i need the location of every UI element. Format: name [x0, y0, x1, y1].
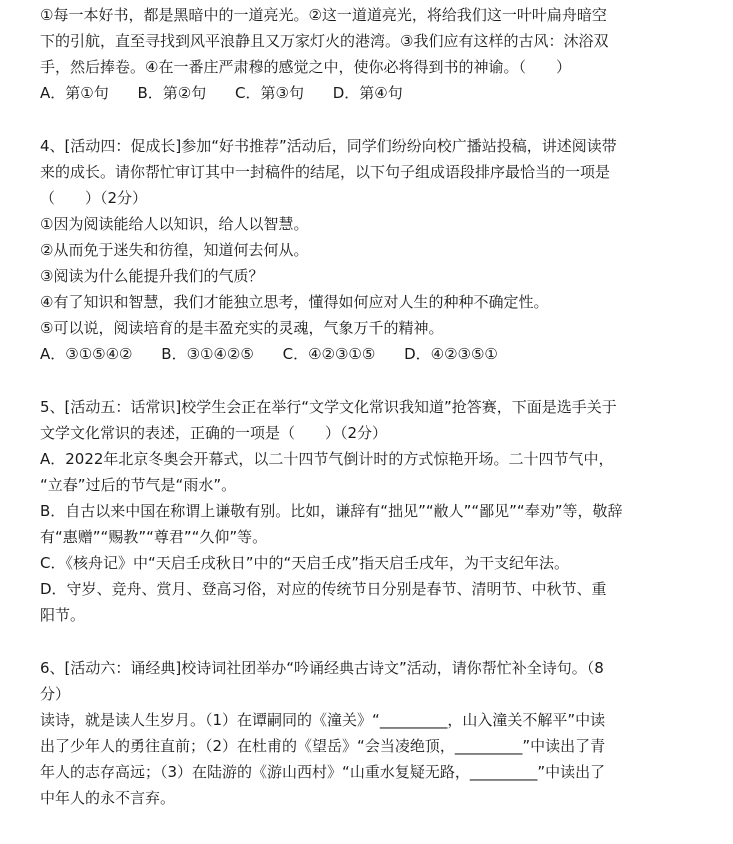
option-b-line: B．自古以来中国在称谓上谦敬有别。比如，谦辞有“拙见”“敝人”“鄙见”“奉劝”等，敬辞 — [40, 502, 623, 520]
option-c-line: C．《核舟记》中“天启壬戌秋日”中的“天启壬戌”指天启壬戌年，为干支纪年法。 — [40, 554, 570, 572]
option-b: B．③①④②⑤ — [161, 345, 254, 363]
sentence-3: ③阅读为什么能提升我们的气质？ — [40, 267, 264, 285]
question-5-stem-line: 5、[活动五：话常识]校学生会正在举行“文学文化常识我知道”抢答赛，下面是选手关于 — [40, 398, 617, 416]
sentence-1: ①因为阅读能给人以知识，给人以智慧。 — [40, 215, 309, 233]
option-b-line: 有“惠赠”“赐教”“尊君”“久仰”等。 — [40, 528, 268, 546]
sentence-2: ②从而免于迷失和彷徨，知道何去何从。 — [40, 241, 309, 259]
sentence-5: ⑤可以说，阅读培育的是丰盈充实的灵魂，气象万千的精神。 — [40, 319, 444, 337]
question-3-text-line: ①每一本好书，都是黑暗中的一道亮光。②这一道道亮光，将给我们这一叶叶扁舟暗空 — [40, 6, 607, 24]
option-a-line: “立春”过后的节气是“雨水”。 — [40, 476, 237, 494]
question-4-block — [40, 133, 705, 367]
sentence-4: ④有了知识和智慧，我们才能独立思考，懂得如何应对人生的种种不确定性。 — [40, 293, 549, 311]
option-b: B．第②句 — [137, 84, 207, 102]
option-c: C．④②③①⑤ — [282, 345, 376, 363]
question-5-stem-line: 文学文化常识的表述，正确的一项是（ ）（2分） — [40, 424, 388, 442]
question-3-text-line: 下的引航，直至寻找到风平浪静且又万家灯火的港湾。③我们应有这样的古风：沐浴双 — [40, 32, 609, 50]
question-6-stem-line: 6、[活动六：诵经典]校诗词社团举办“吟诵经典古诗文”活动，请你帮忙补全诗句。（8 — [40, 659, 604, 677]
option-d-line: D．守岁、竞舟、赏月、登高习俗，对应的传统节日分别是春节、清明节、中秋节、重 — [40, 580, 607, 598]
option-a-line: A．2022年北京冬奥会开幕式，以二十四节气倒计时的方式惊艳开场。二十四节气中， — [40, 450, 614, 468]
question-3-options — [40, 80, 705, 106]
question-3-text-line: 手，然后捧卷。④在一番庄严肃穆的感觉之中，使你必将得到书的神谕。（ ） — [40, 58, 571, 76]
option-d: D．第④句 — [332, 84, 403, 102]
option-a: A．第①句 — [40, 84, 109, 102]
option-d-line: 阳节。 — [40, 606, 86, 624]
question-3-block — [40, 2, 705, 106]
question-4-stem-line: 来的成长。请你帮忙审订其中一封稿件的结尾，以下句子组成语段排序最恰当的一项是 — [40, 163, 611, 181]
question-5-block — [40, 394, 705, 628]
question-6-text-line: 中年人的永不言弃。 — [40, 789, 176, 807]
option-d: D．④②③⑤① — [404, 345, 498, 363]
question-4-stem-line: 4、[活动四：促成长]参加“好书推荐”活动后，同学们纷纷向校广播站投稿，讲述阅读带 — [40, 137, 617, 155]
question-6-block — [40, 655, 705, 811]
question-4-stem-line: （ ）（2分） — [40, 189, 148, 207]
question-6-text-line: 出了少年人的勇往直前；（2）在杜甫的《望岳》“会当凌绝顶，_________”中读出了青 — [40, 737, 606, 755]
option-a: A．③①⑤④② — [40, 345, 133, 363]
question-4-options — [40, 341, 705, 367]
option-c: C．第③句 — [235, 84, 304, 102]
question-6-text-line: 读诗，就是读人生岁月。（1）在谭嗣同的《潼关》“_________，山入潼关不解平”中读 — [40, 711, 606, 729]
question-6-text-line: 年人的志存高远；（3）在陆游的《游山西村》“山重水复疑无路，_________”中读出了 — [40, 763, 606, 781]
question-6-stem-line: 分） — [40, 685, 71, 703]
